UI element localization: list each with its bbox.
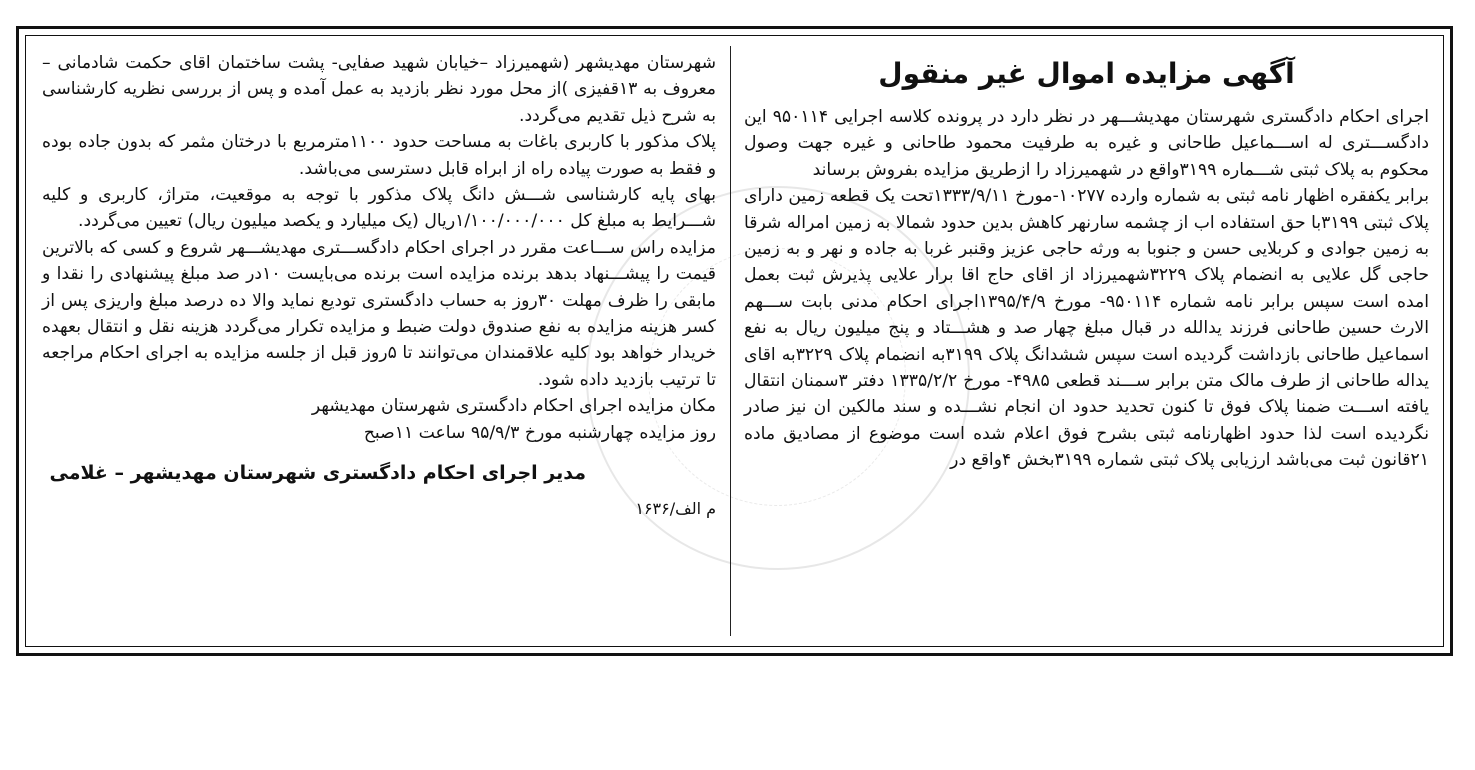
location-paragraph: شهرستان مهدیشهر (شهمیرزاد –خیابان شهید صفایی- پشت ساختمان اقای حکمت شادمانی –معروف به ۱۳قفیزی )از محل مورد نظر بازدید به عمل آمده و پس از بررسی نظریه کارشناسی به شرح ذیل تقدیم می‌گردد. <box>42 53 716 126</box>
notice-inner-frame <box>25 35 1444 647</box>
left-column <box>42 50 716 523</box>
column-divider <box>730 46 731 636</box>
auction-terms-paragraph: مزایده راس ســـاعت مقرر در اجرای احکام دادگســـتری مهدیشـــهر شروع و کسی که بالاترین قیمت را پیشـــنهاد بدهد برنده مزایده است برنده می‌بایست ۱۰در صد مبلغ پیشنهادی را نقدا و مابقی را ظرف مهلت ۳۰روز به حساب دادگستری تودیع نماید والا ده درصد مبلغ واریزی پس از کسر هزینه مزایده به نفع صندوق دولت ضبط و مزایده تکرار می‌گردد هزینه نقل و انتقال بعهده خریدار خواهد بود کلیه علاقمندان می‌توانند تا ۵روز قبل از جلسه مزایده به اجرای احکام مراجعه تا ترتیب بازدید داده شود. <box>42 237 716 390</box>
auction-date: روز مزایده چهارشنبه مورخ ۹۵/۹/۳ ساعت ۱۱صبح <box>363 422 716 443</box>
signature: مدیر اجرای احکام دادگستری شهرستان مهدیشهر – غلامی <box>49 462 586 485</box>
right-column <box>744 50 1429 474</box>
notice-title: آگهی مزایده اموال غیر منقول <box>878 57 1295 90</box>
property-description-paragraph: پلاک مذکور با کاربری باغات به مساحت حدود ۱۱۰۰مترمربع با درختان مثمر که بدون جاده بوده و فقط به صورت پیاده راه از ابراه قابل دسترسی می‌باشد. <box>42 132 716 179</box>
intro-paragraph: اجرای احکام دادگستری شهرستان مهدیشـــهر در نظر دارد در پرونده کلاسه اجرایی ۹۵۰۱۱۴ این دادگســـتری له اســـماعیل طاحانی و غیره به طرفیت محمود طاحانی و غیره جهت وصول محکوم به پلاک ثبتی شـــماره ۳۱۹۹واقع در شهمیرزاد را ازطریق مزایده بفروش برساند <box>744 107 1429 180</box>
notice-frame <box>16 26 1453 656</box>
auction-location: مکان مزایده اجرای احکام دادگستری شهرستان مهدیشهر <box>311 396 716 417</box>
valuation-paragraph: بهای پایه کارشناسی شـــش دانگ پلاک مذکور با توجه به موقعیت، متراژ، کاربری و کلیه شـــرایط به مبلغ کل ۱/۱۰۰/۰۰۰/۰۰۰ریال (یک میلیارد و یکصد میلیون ریال) تعیین می‌گردد. <box>42 185 716 232</box>
reference-number: م الف/۱۶۳۶ <box>635 499 716 519</box>
registration-paragraph: برابر یکفقره اظهار نامه ثبتی به شماره وارده ۱۰۲۷۷-مورخ ۱۳۳۳/۹/۱۱تحت یک قطعه زمین دارای پلاک ثبتی ۳۱۹۹با حق استفاده اب از چشمه سارنهر کاهش بدین حدود شمالا به زمین امراله شرقا به زمین جوادی و کربلایی حسن و جنوبا به ورثه حاجی عزیز وقنبر غربا به جاده و نهر و به زمین حاجی گل علایی به انضمام پلاک ۳۲۲۹شهمیرزاد از اقای حاج اقا برار علایی پذیرش ثبت بعمل امده است سپس برابر نامه شماره ۹۵۰۱۱۴- مورخ ۱۳۹۵/۴/۹اجرای احکام مدنی بابت ســـهم الارث حسین طاحانی فرزند یدالله در قبال مبلغ چهار صد و هشـــتاد و پنج میلیون ریال به نفع اسماعیل طاحانی بازداشت گردیده است سپس ششدانگ پلاک ۳۱۹۹به انضمام پلاک ۳۲۲۹به اقای یداله طاحانی از طرف مالک متن برابر ســـند قطعی ۴۹۸۵- مورخ ۱۳۳۵/۲/۲ دفتر ۳سمنان انتقال یافته اســـت ضمنا پلاک فوق تا کنون تحدید حدود ان انجام نشـــده و سند مالکین ان نیز صادر نگردیده است لذا حدود اظهارنامه ثبتی بشرح فوق اعلام شده است موضوع از مصادیق ماده ۲۱قانون ثبت می‌باشد ارزیابی پلاک ثبتی شماره ۳۱۹۹بخش ۴واقع در <box>744 186 1430 471</box>
